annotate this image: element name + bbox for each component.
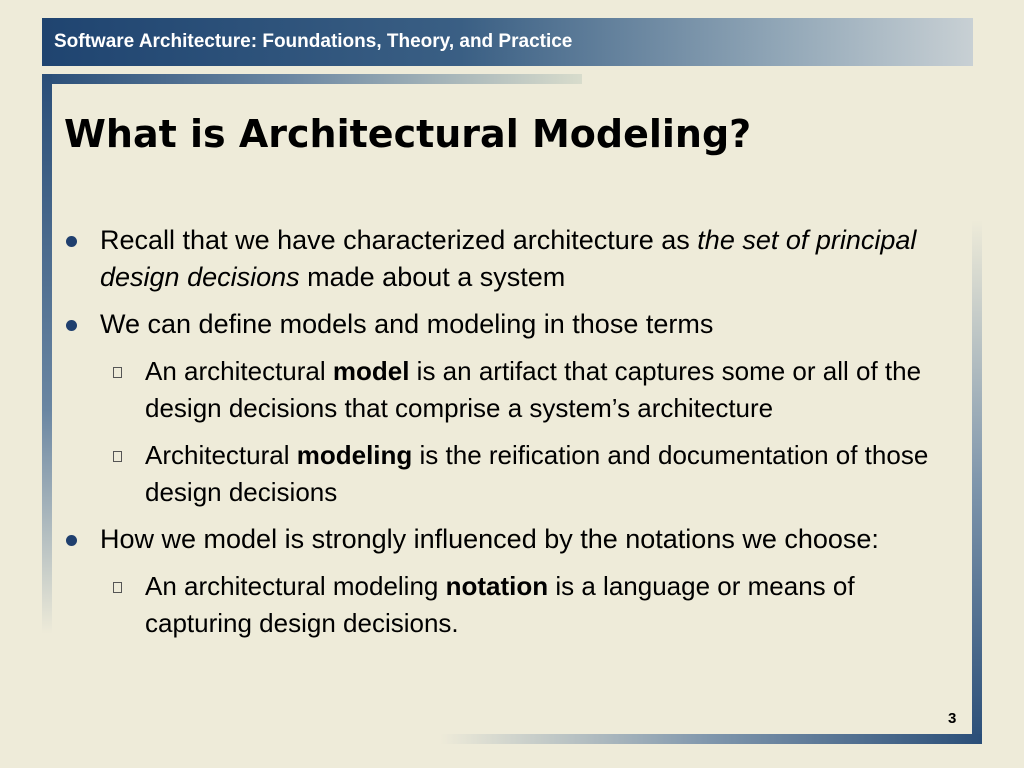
bullet-list [60, 222, 968, 652]
slide-title: What is Architectural Modeling? [64, 112, 752, 156]
square-bullet-icon [113, 451, 122, 462]
header-bar [42, 18, 973, 66]
sub-bullet-item [60, 353, 968, 427]
bullet-text: is an artifact that captures some or all of the design decisions that comprise a system’s architecture [145, 356, 922, 423]
frame-top-accent [42, 74, 582, 84]
frame-bottom-accent [440, 734, 982, 744]
bullet-bold: model [332, 356, 410, 386]
bullet-item [60, 222, 968, 296]
round-bullet-icon [66, 535, 77, 546]
bullet-item [60, 306, 968, 343]
round-bullet-icon [66, 320, 77, 331]
bullet-bold: notation [445, 571, 549, 601]
bullet-text: made about a system [299, 262, 566, 292]
page-number: 3 [948, 710, 957, 727]
square-bullet-icon [113, 367, 122, 378]
bullet-text: is a language or means of capturing design decisions. [145, 571, 855, 638]
bullet-item [60, 521, 968, 558]
square-bullet-icon [113, 582, 122, 593]
sub-bullet-item [60, 568, 968, 642]
round-bullet-icon [66, 236, 77, 247]
frame-right-accent [972, 220, 982, 744]
bullet-text: Recall that we have characterized architecture as [100, 225, 698, 255]
bullet-bold: modeling [296, 440, 413, 470]
bullet-italic: the set of principal design decisions [100, 225, 917, 292]
bullet-text: How we model is strongly influenced by the notations we choose: [100, 524, 879, 554]
frame-left-accent [42, 74, 52, 634]
bullet-text: is the reification and documentation of those design decisions [145, 440, 929, 507]
sub-bullet-item [60, 437, 968, 511]
bullet-text: Architectural [145, 440, 297, 470]
bullet-text: An architectural [145, 356, 333, 386]
bullet-text: An architectural modeling [145, 571, 446, 601]
header-title: Software Architecture: Foundations, Theory, and Practice [54, 31, 573, 52]
bullet-text: We can define models and modeling in those terms [100, 309, 714, 339]
